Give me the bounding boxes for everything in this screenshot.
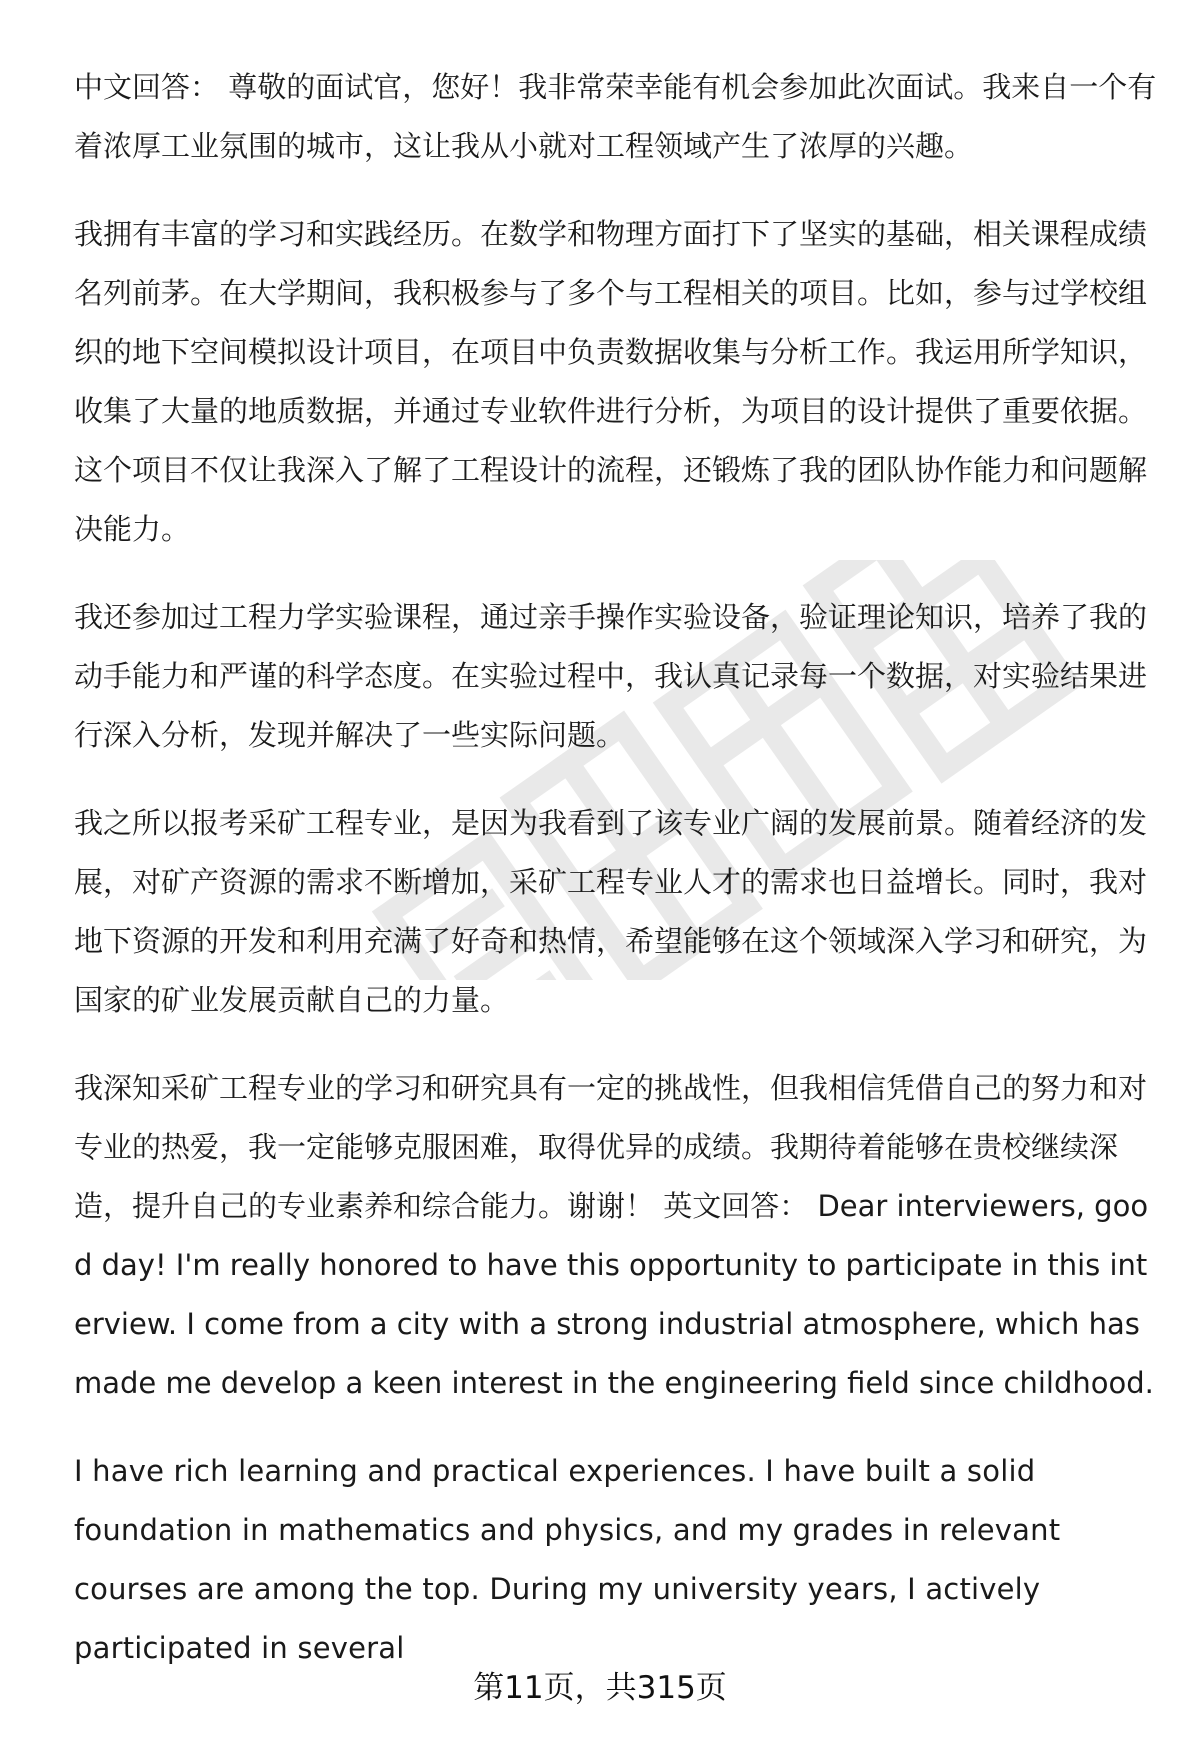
paragraph: I have rich learning and practical experiences. I have built a solid foundation in mathematics and physics, and my grades in relevant courses are among the top. During my university years, I actively participated in several xyxy=(74,1454,1061,1665)
document-body xyxy=(74,58,1164,1707)
paragraph: 中文回答： 尊敬的面试官，您好！我非常荣幸能有机会参加此次面试。我来自一个有着浓厚工业氛围的城市，这让我从小就对工程领域产生了浓厚的兴趣。 xyxy=(74,70,1157,163)
paragraph: 我之所以报考采矿工程专业，是因为我看到了该专业广阔的发展前景。随着经济的发展，对矿产资源的需求不断增加，采矿工程专业人才的需求也日益增长。同时，我对地下资源的开发和利用充满了好奇和热情，希望能够在这个领域深入学习和研究，为国家的矿业发展贡献自己的力量。 xyxy=(74,806,1148,1017)
paragraph: 我深知采矿工程专业的学习和研究具有一定的挑战性，但我相信凭借自己的努力和对专业的热爱，我一定能够克服困难，取得优异的成绩。我期待着能够在贵校继续深造，提升自己的专业素养和综合能力。谢谢！ 英文回答： Dear interviewers, good day! I'm really honored to have this opportunity to participate in this interview. I come from a city with a strong industrial atmosphere, which has made me develop a keen interest in the engineering field since childhood. xyxy=(74,1071,1154,1400)
paragraph: 我拥有丰富的学习和实践经历。在数学和物理方面打下了坚实的基础，相关课程成绩名列前茅。在大学期间，我积极参与了多个与工程相关的项目。比如，参与过学校组织的地下空间模拟设计项目，在项目中负责数据收集与分析工作。我运用所学知识，收集了大量的地质数据，并通过专业软件进行分析，为项目的设计提供了重要依据。这个项目不仅让我深入了解了工程设计的流程，还锻炼了我的团队协作能力和问题解决能力。 xyxy=(74,217,1148,546)
paragraph: 我还参加过工程力学实验课程，通过亲手操作实验设备，验证理论知识，培养了我的动手能力和严谨的科学态度。在实验过程中，我认真记录每一个数据，对实验结果进行深入分析，发现并解决了一些实际问题。 xyxy=(74,600,1148,752)
page-footer: 第11页，共315页 xyxy=(473,1670,727,1706)
